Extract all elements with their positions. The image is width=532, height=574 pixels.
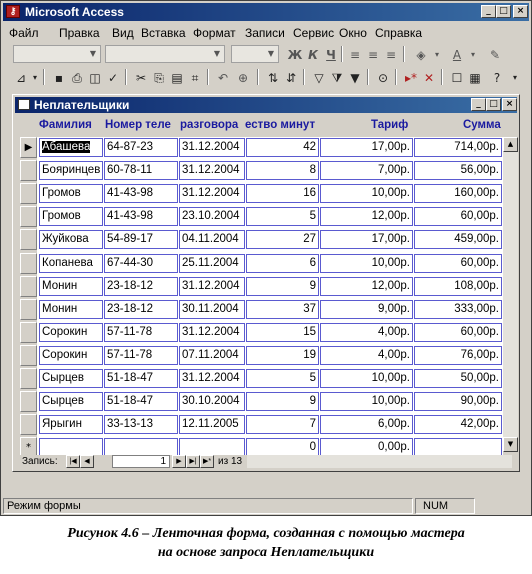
form-icon: [18, 99, 30, 110]
italic-button[interactable]: К: [308, 48, 318, 62]
header-tariff: Тариф: [371, 119, 409, 131]
app-title-bar[interactable]: [3, 3, 529, 21]
cell-phone[interactable]: [104, 138, 178, 157]
cell-minutes-text: 6: [309, 257, 316, 269]
cell-phone[interactable]: [104, 277, 178, 296]
cell-minutes-text: 15: [303, 326, 316, 338]
cell-phone-text: 60-78-11: [107, 164, 153, 176]
cell-tariff-text: 10,00р.: [371, 395, 410, 407]
record-selector[interactable]: [20, 229, 37, 250]
cell-call-date-text: 31.12.2004: [182, 280, 240, 292]
form-view-toolbar: [3, 65, 529, 89]
cell-minutes-text: 5: [309, 210, 316, 222]
close-button[interactable]: ×: [513, 5, 528, 18]
cell-tariff[interactable]: [320, 161, 413, 180]
cell-tariff-text: 0,00р.: [378, 441, 410, 453]
cell-surname[interactable]: [39, 138, 103, 157]
form-title-bar[interactable]: [15, 97, 517, 113]
cell-phone-text: 51-18-47: [107, 395, 154, 407]
cell-surname[interactable]: [39, 415, 103, 434]
menu-bar: [3, 23, 529, 41]
record-selector[interactable]: [20, 368, 37, 389]
cell-minutes[interactable]: [246, 138, 319, 157]
cell-surname-text: Копанева: [42, 257, 93, 269]
cell-sum[interactable]: [414, 323, 502, 342]
cell-minutes-text: 16: [303, 187, 316, 199]
toolbar-separator: [125, 69, 127, 85]
cell-call-date-text: 07.11.2004: [182, 349, 239, 361]
cell-surname[interactable]: [39, 323, 103, 342]
cell-phone-text: 64-87-23: [107, 141, 154, 153]
record-label: Запись:: [22, 456, 58, 467]
app-title: Microsoft Access: [25, 5, 124, 19]
cell-minutes[interactable]: [246, 161, 319, 180]
cell-phone[interactable]: [104, 415, 178, 434]
cell-tariff[interactable]: [320, 392, 413, 411]
toolbar-separator: [257, 69, 259, 85]
cell-phone-text: 23-18-12: [107, 280, 154, 292]
database-window-icon[interactable]: ▦: [469, 71, 481, 85]
save-icon[interactable]: ▪: [54, 71, 64, 85]
cell-minutes[interactable]: [246, 415, 319, 434]
cell-minutes[interactable]: [246, 277, 319, 296]
properties-icon[interactable]: ☐: [451, 71, 463, 85]
cell-phone-text: 67-44-30: [107, 257, 154, 269]
cell-call-date-text: 31.12.2004: [182, 372, 240, 384]
record-selector[interactable]: *: [20, 437, 37, 458]
cell-tariff[interactable]: [320, 230, 413, 249]
cell-tariff[interactable]: [320, 369, 413, 388]
header-call-date: разговора: [180, 119, 239, 131]
cell-sum-text: 60,00р.: [460, 326, 499, 338]
next-record-icon[interactable]: ▶: [172, 455, 186, 468]
record-navigator: [16, 455, 516, 470]
figure-caption-line2: на основе запроса Неплательщики: [157, 545, 375, 560]
cell-tariff-text: 7,00р.: [378, 164, 410, 176]
cell-minutes-text: 42: [303, 141, 316, 153]
cell-sum[interactable]: [414, 184, 502, 203]
cell-minutes-text: 9: [309, 395, 316, 407]
cell-call-date-text: 12.11.2005: [182, 418, 239, 430]
chevron-down-icon: ▼: [89, 49, 97, 58]
cell-minutes[interactable]: [246, 207, 319, 226]
apply-filter-icon[interactable]: ▼: [350, 71, 360, 85]
toolbar-separator: [303, 69, 305, 85]
font-size-combo[interactable]: [231, 45, 279, 63]
cell-tariff-text: 17,00р.: [371, 233, 410, 245]
cell-surname-text: Сырцев: [42, 395, 84, 407]
cell-sum-text: 50,00р.: [460, 372, 499, 384]
cell-phone[interactable]: [104, 300, 178, 319]
cell-minutes[interactable]: [246, 184, 319, 203]
chevron-down-icon[interactable]: ▾: [512, 73, 517, 82]
cell-minutes[interactable]: [246, 230, 319, 249]
cell-surname[interactable]: [39, 161, 103, 180]
cell-tariff-text: 17,00р.: [371, 141, 410, 153]
print-icon[interactable]: ⎙: [72, 71, 82, 85]
record-selector[interactable]: ▶: [20, 137, 37, 158]
cell-surname-text: Монин: [42, 303, 78, 315]
font-name-combo[interactable]: [105, 45, 225, 63]
sort-descending-icon[interactable]: ⇵: [285, 71, 297, 85]
form-close-button[interactable]: ×: [502, 98, 517, 111]
figure-caption-line1: Рисунок 4.6 – Ленточная форма, созданная с помощью мастера: [67, 526, 465, 541]
menu-help[interactable]: Справка: [375, 26, 423, 40]
menu-file[interactable]: Файл: [9, 26, 39, 40]
cell-tariff[interactable]: [320, 323, 413, 342]
bold-button[interactable]: Ж: [287, 48, 303, 62]
record-count: из 13: [218, 456, 243, 467]
cell-surname[interactable]: [39, 392, 103, 411]
cell-call-date[interactable]: [179, 300, 245, 319]
header-minutes: ество минут: [245, 119, 316, 131]
cell-surname-text: Абашева: [42, 141, 91, 153]
status-bar: [3, 498, 529, 515]
cut-icon[interactable]: ✂: [135, 71, 147, 85]
cell-minutes-text: 19: [303, 349, 316, 361]
chevron-down-icon[interactable]: ▾: [32, 73, 37, 82]
status-mode: Режим формы: [7, 500, 81, 512]
find-icon[interactable]: ⊙: [377, 71, 389, 85]
cell-call-date-text: 30.11.2004: [182, 303, 239, 315]
cell-tariff-text: 12,00р.: [371, 280, 410, 292]
cell-surname[interactable]: [39, 277, 103, 296]
vertical-scrollbar[interactable]: [503, 137, 518, 452]
align-center-icon[interactable]: ≡: [367, 48, 379, 62]
cell-minutes[interactable]: [246, 369, 319, 388]
cell-sum[interactable]: [414, 369, 502, 388]
cell-surname[interactable]: [39, 254, 103, 273]
cell-tariff[interactable]: [320, 138, 413, 157]
cell-phone[interactable]: [104, 323, 178, 342]
cell-call-date[interactable]: [179, 230, 245, 249]
copy-icon[interactable]: ⎘: [154, 71, 164, 85]
cell-minutes[interactable]: [246, 346, 319, 365]
cell-sum-text: 90,00р.: [460, 395, 499, 407]
scroll-up-icon[interactable]: ▲: [503, 137, 518, 152]
cell-phone-text: 23-18-12: [107, 303, 154, 315]
formatting-toolbar: [3, 42, 529, 66]
menu-records[interactable]: Записи: [245, 26, 285, 40]
cell-call-date-text: 23.10.2004: [182, 210, 240, 222]
toolbar-separator: [43, 69, 45, 85]
cell-call-date[interactable]: [179, 207, 245, 226]
filter-by-selection-icon[interactable]: ▽: [314, 71, 324, 85]
new-record-icon[interactable]: ▸*: [404, 71, 418, 85]
cell-sum-text: 333,00р.: [454, 303, 499, 315]
cell-sum[interactable]: [414, 415, 502, 434]
record-selector[interactable]: [20, 299, 37, 320]
cell-call-date[interactable]: [179, 369, 245, 388]
cell-surname[interactable]: [39, 230, 103, 249]
menu-view[interactable]: Вид: [112, 26, 134, 40]
record-selector[interactable]: [20, 183, 37, 204]
menu-format[interactable]: Формат: [193, 26, 236, 40]
toolbar-separator: [441, 69, 443, 85]
cell-surname-text: Громов: [42, 187, 81, 199]
toolbar-separator: [207, 69, 209, 85]
header-surname: Фамилия: [39, 119, 92, 131]
chevron-down-icon: ▼: [213, 49, 221, 58]
cell-phone-text: 33-13-13: [107, 418, 154, 430]
cell-surname-text: Сырцев: [42, 372, 84, 384]
help-icon[interactable]: ?: [493, 71, 501, 85]
cell-minutes-text: 27: [303, 233, 316, 245]
cell-minutes[interactable]: [246, 392, 319, 411]
cell-tariff-text: 6,00р.: [378, 418, 410, 430]
record-selector[interactable]: [20, 414, 37, 435]
cell-minutes-text: 8: [309, 164, 316, 176]
cell-minutes-text: 7: [309, 418, 316, 430]
cell-tariff-text: 12,00р.: [371, 210, 410, 222]
cell-tariff[interactable]: [320, 277, 413, 296]
cell-phone[interactable]: [104, 184, 178, 203]
cell-surname[interactable]: [39, 207, 103, 226]
chevron-down-icon[interactable]: ▾: [434, 50, 439, 59]
record-selector[interactable]: [20, 160, 37, 181]
cell-surname-text: Громов: [42, 210, 81, 222]
cell-tariff-text: 10,00р.: [371, 257, 410, 269]
cell-tariff[interactable]: [320, 300, 413, 319]
align-left-icon[interactable]: ≡: [349, 48, 361, 62]
view-icon[interactable]: ⊿: [15, 71, 27, 85]
record-selector[interactable]: [20, 276, 37, 297]
minimize-button[interactable]: _: [481, 5, 496, 18]
chevron-down-icon: ▼: [267, 49, 275, 58]
menu-insert[interactable]: Вставка: [141, 26, 186, 40]
font-color-icon[interactable]: A: [452, 48, 462, 62]
cell-sum-text: 56,00р.: [460, 164, 499, 176]
chevron-down-icon[interactable]: ▾: [470, 50, 475, 59]
first-record-icon[interactable]: |◀: [66, 455, 80, 468]
cell-tariff-text: 9,00р.: [378, 303, 410, 315]
new-record-nav-icon[interactable]: ▶*: [200, 455, 214, 468]
cell-tariff-text: 4,00р.: [378, 349, 410, 361]
form-window: [12, 94, 520, 472]
menu-edit[interactable]: Правка: [59, 26, 100, 40]
cell-surname-text: Монин: [42, 280, 78, 292]
cell-tariff[interactable]: [320, 184, 413, 203]
object-combo[interactable]: [13, 45, 101, 63]
cell-tariff[interactable]: [320, 254, 413, 273]
cell-minutes[interactable]: [246, 323, 319, 342]
filter-by-form-icon[interactable]: ⧩: [331, 71, 343, 85]
cell-call-date[interactable]: [179, 184, 245, 203]
record-selector[interactable]: [20, 253, 37, 274]
horizontal-scrollbar[interactable]: [247, 455, 512, 468]
toolbar-separator: [395, 69, 397, 85]
scroll-down-icon[interactable]: ▼: [503, 437, 518, 452]
cell-phone[interactable]: [104, 230, 178, 249]
cell-tariff[interactable]: [320, 415, 413, 434]
cell-call-date-text: 31.12.2004: [182, 187, 240, 199]
cell-call-date-text: 25.11.2004: [182, 257, 239, 269]
sort-ascending-icon[interactable]: ⇅: [267, 71, 279, 85]
cell-call-date[interactable]: [179, 346, 245, 365]
access-key-icon: ⚷: [6, 5, 20, 18]
cell-call-date-text: 31.12.2004: [182, 164, 240, 176]
cell-tariff[interactable]: [320, 346, 413, 365]
cell-sum-text: 60,00р.: [460, 210, 499, 222]
cell-phone-text: 41-43-98: [107, 187, 154, 199]
cell-call-date[interactable]: [179, 254, 245, 273]
line-color-icon[interactable]: ✎: [489, 48, 501, 62]
cell-call-date-text: 30.10.2004: [182, 395, 240, 407]
cell-call-date-text: 31.12.2004: [182, 141, 240, 153]
record-selector[interactable]: [20, 322, 37, 343]
cell-call-date[interactable]: [179, 415, 245, 434]
cell-phone[interactable]: [104, 207, 178, 226]
record-selector[interactable]: [20, 391, 37, 412]
cell-sum[interactable]: [414, 138, 502, 157]
cell-sum[interactable]: [414, 346, 502, 365]
cell-minutes-text: 37: [303, 303, 316, 315]
cell-call-date[interactable]: [179, 392, 245, 411]
toolbar-separator: [341, 46, 343, 62]
cell-surname-text: Сорокин: [42, 349, 88, 361]
cell-phone-text: 57-11-78: [107, 326, 153, 338]
cell-sum[interactable]: [414, 254, 502, 273]
cell-sum-text: 160,00р.: [454, 187, 499, 199]
cell-tariff-text: 10,00р.: [371, 372, 410, 384]
menu-window[interactable]: Окно: [339, 26, 367, 40]
cell-minutes-text: 9: [309, 280, 316, 292]
record-selector[interactable]: [20, 206, 37, 227]
cell-call-date[interactable]: [179, 277, 245, 296]
cell-sum[interactable]: [414, 300, 502, 319]
cell-sum[interactable]: [414, 230, 502, 249]
cell-tariff[interactable]: [320, 207, 413, 226]
cell-phone[interactable]: [104, 346, 178, 365]
print-preview-icon[interactable]: ◫: [89, 71, 101, 85]
maximize-button[interactable]: □: [496, 5, 511, 18]
record-number-input[interactable]: 1: [112, 455, 170, 468]
cell-call-date[interactable]: [179, 138, 245, 157]
cell-phone[interactable]: [104, 369, 178, 388]
toolbar-separator: [367, 69, 369, 85]
cell-tariff-text: 10,00р.: [371, 187, 410, 199]
header-phone: Номер теле: [105, 119, 171, 131]
cell-surname[interactable]: [39, 346, 103, 365]
cell-sum-text: 459,00р.: [454, 233, 499, 245]
cell-minutes[interactable]: [246, 300, 319, 319]
cell-surname-text: Сорокин: [42, 326, 88, 338]
spelling-icon[interactable]: ✓: [107, 71, 119, 85]
toolbar-separator: [403, 46, 405, 62]
cell-sum-text: 108,00р.: [454, 280, 499, 292]
previous-record-icon[interactable]: ◀: [80, 455, 94, 468]
cell-surname-text: Жуйкова: [42, 233, 89, 245]
format-painter-icon[interactable]: ⌗: [191, 71, 199, 85]
cell-sum[interactable]: [414, 207, 502, 226]
cell-sum-text: 76,00р.: [460, 349, 499, 361]
cell-call-date[interactable]: [179, 323, 245, 342]
cell-sum[interactable]: [414, 392, 502, 411]
cell-surname-text: Бояринцев: [42, 164, 101, 176]
form-maximize-button[interactable]: □: [486, 98, 501, 111]
cell-sum-text: 714,00р.: [454, 141, 499, 153]
cell-sum-text: 60,00р.: [460, 257, 499, 269]
align-right-icon[interactable]: ≡: [385, 48, 397, 62]
cell-sum[interactable]: [414, 161, 502, 180]
status-num: NUM: [423, 500, 449, 512]
cell-call-date-text: 04.11.2004: [182, 233, 239, 245]
header-sum: Сумма: [463, 119, 501, 131]
cell-minutes-text: 0: [309, 441, 316, 453]
undo-icon[interactable]: ↶: [217, 71, 229, 85]
cell-surname[interactable]: [39, 369, 103, 388]
cell-phone[interactable]: [104, 161, 178, 180]
form-title: Неплательщики: [34, 98, 130, 112]
cell-surname[interactable]: [39, 184, 103, 203]
cell-phone[interactable]: [104, 392, 178, 411]
record-selector[interactable]: [20, 345, 37, 366]
cell-sum[interactable]: [414, 277, 502, 296]
cell-minutes-text: 5: [309, 372, 316, 384]
cell-tariff-text: 4,00р.: [378, 326, 410, 338]
cell-call-date-text: 31.12.2004: [182, 326, 240, 338]
cell-phone[interactable]: [104, 254, 178, 273]
underline-button[interactable]: Ч: [326, 48, 336, 62]
cell-sum-text: 42,00р.: [460, 418, 499, 430]
cell-phone-text: 57-11-78: [107, 349, 153, 361]
cell-phone-text: 54-89-17: [107, 233, 154, 245]
cell-minutes[interactable]: [246, 254, 319, 273]
cell-surname[interactable]: [39, 300, 103, 319]
cell-phone-text: 41-43-98: [107, 210, 154, 222]
cell-call-date[interactable]: [179, 161, 245, 180]
last-record-icon[interactable]: ▶|: [186, 455, 200, 468]
cell-phone-text: 51-18-47: [107, 372, 154, 384]
paste-icon[interactable]: ▤: [171, 71, 183, 85]
fill-color-icon[interactable]: ◈: [416, 48, 426, 62]
menu-tools[interactable]: Сервис: [293, 26, 335, 40]
delete-record-icon[interactable]: ✕: [423, 71, 435, 85]
form-minimize-button[interactable]: _: [471, 98, 486, 111]
cell-surname-text: Ярыгин: [42, 418, 82, 430]
insert-hyperlink-icon[interactable]: ⊕: [237, 71, 249, 85]
